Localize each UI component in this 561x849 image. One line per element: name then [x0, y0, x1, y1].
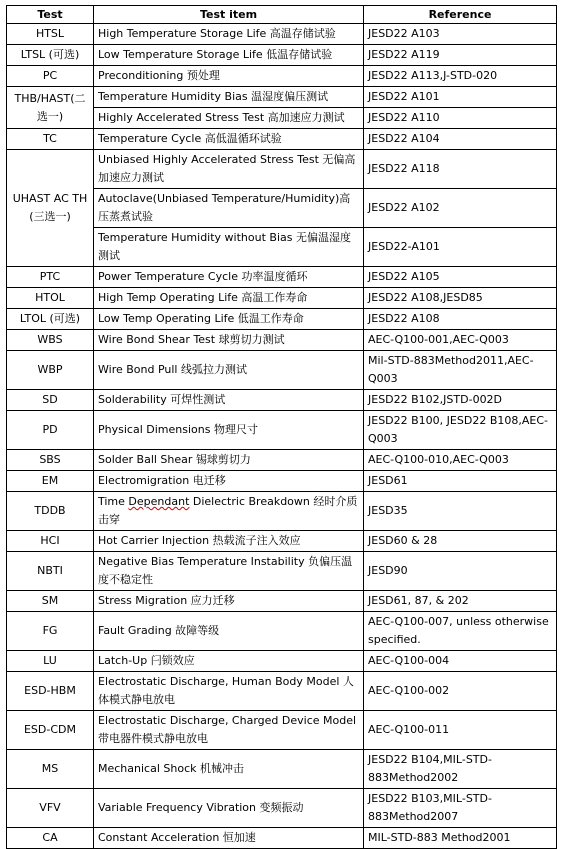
test-cell: WBS: [7, 330, 94, 351]
table-header-row: [7, 6, 557, 24]
test-cell: WBP: [7, 351, 94, 390]
table-row: [7, 66, 557, 87]
test-cell: ESD-HBM: [7, 672, 94, 711]
table-row: [7, 267, 557, 288]
reference-cell: JESD61, 87, & 202: [364, 591, 557, 612]
test-item-cell: High Temp Operating Life 高温工作寿命: [94, 288, 364, 309]
table-row: [7, 390, 557, 411]
reference-cell: AEC-Q100-004: [364, 651, 557, 672]
test-cell: FG: [7, 612, 94, 651]
test-cell: TC: [7, 129, 94, 150]
reference-cell: Mil-STD-883Method2011,AEC-Q003: [364, 351, 557, 390]
table-row: [7, 309, 557, 330]
reference-cell: JESD22 B102,JSTD-002D: [364, 390, 557, 411]
test-cell: HCI: [7, 531, 94, 552]
table-row: [7, 45, 557, 66]
test-cell: ESD-CDM: [7, 711, 94, 750]
test-item-cell: Power Temperature Cycle 功率温度循环: [94, 267, 364, 288]
test-item-cell: Temperature Humidity Bias 温湿度偏压测试: [94, 87, 364, 108]
test-item-cell: Unbiased Highly Accelerated Stress Test 无偏高加速应力测试: [94, 150, 364, 189]
reference-cell: JESD35: [364, 492, 557, 531]
header-test: Test: [7, 6, 94, 24]
reference-cell: JESD22 B100, JESD22 B108,AEC-Q003: [364, 411, 557, 450]
test-item-cell: Latch-Up 闩锁效应: [94, 651, 364, 672]
test-item-cell: Stress Migration 应力迁移: [94, 591, 364, 612]
test-item-cell: [94, 492, 364, 531]
reference-cell: JESD22 A119: [364, 45, 557, 66]
reference-cell: JESD22 A104: [364, 129, 557, 150]
test-item-text: Dielectric Breakdown 经时介质击穿: [98, 495, 358, 526]
reference-cell: JESD22 A103: [364, 24, 557, 45]
test-cell: PD: [7, 411, 94, 450]
table-row: [7, 150, 557, 189]
test-item-cell: Wire Bond Shear Test 球剪切力测试: [94, 330, 364, 351]
reliability-test-table-container: [6, 5, 557, 849]
spellcheck-flagged-word: Dependant: [128, 495, 190, 508]
reference-cell: JESD22 B103,MIL-STD-883Method2007: [364, 789, 557, 828]
table-row: [7, 591, 557, 612]
test-item-cell: Temperature Cycle 高低温循环试验: [94, 129, 364, 150]
test-item-cell: Hot Carrier Injection 热载流子注入效应: [94, 531, 364, 552]
test-item-cell: Constant Acceleration 恒加速: [94, 828, 364, 849]
reference-cell: AEC-Q100-002: [364, 672, 557, 711]
test-item-cell: Autoclave(Unbiased Temperature/Humidity)高压蒸煮试验: [94, 189, 364, 228]
test-cell: LTSL (可选): [7, 45, 94, 66]
reference-cell: JESD22 A113,J-STD-020: [364, 66, 557, 87]
table-row: [7, 789, 557, 828]
test-cell: EM: [7, 471, 94, 492]
test-item-cell: Mechanical Shock 机械冲击: [94, 750, 364, 789]
table-row: [7, 828, 557, 849]
test-item-cell: Solderability 可焊性测试: [94, 390, 364, 411]
table-row: [7, 612, 557, 651]
reference-cell: JESD22 A108: [364, 309, 557, 330]
test-cell: LU: [7, 651, 94, 672]
test-cell: TDDB: [7, 492, 94, 531]
test-item-cell: Highly Accelerated Stress Test 高加速应力测试: [94, 108, 364, 129]
table-row: [7, 129, 557, 150]
test-item-cell: Preconditioning 预处理: [94, 66, 364, 87]
table-row: [7, 450, 557, 471]
table-row: [7, 330, 557, 351]
table-row: [7, 87, 557, 108]
test-cell: THB/HAST(二选一): [7, 87, 94, 129]
reference-cell: MIL-STD-883 Method2001: [364, 828, 557, 849]
header-reference: Reference: [364, 6, 557, 24]
table-row: [7, 750, 557, 789]
reference-cell: JESD22 A108,JESD85: [364, 288, 557, 309]
table-row: [7, 492, 557, 531]
table-row: [7, 288, 557, 309]
table-row: [7, 552, 557, 591]
test-item-cell: Temperature Humidity without Bias 无偏温湿度测试: [94, 228, 364, 267]
test-item-cell: Low Temperature Storage Life 低温存储试验: [94, 45, 364, 66]
test-cell: VFV: [7, 789, 94, 828]
reference-cell: JESD61: [364, 471, 557, 492]
reference-cell: JESD22-A101: [364, 228, 557, 267]
test-item-cell: Low Temp Operating Life 低温工作寿命: [94, 309, 364, 330]
test-item-cell: Fault Grading 故障等级: [94, 612, 364, 651]
reference-cell: AEC-Q100-010,AEC-Q003: [364, 450, 557, 471]
test-item-text: Time: [98, 495, 129, 508]
test-item-cell: Negative Bias Temperature Instability 负偏压温度不稳定性: [94, 552, 364, 591]
reference-cell: JESD22 B104,MIL-STD-883Method2002: [364, 750, 557, 789]
table-row: [7, 351, 557, 390]
test-cell: LTOL (可选): [7, 309, 94, 330]
test-item-cell: High Temperature Storage Life 高温存储试验: [94, 24, 364, 45]
test-cell: UHAST AC TH (三选一): [7, 150, 94, 267]
table-row: [7, 651, 557, 672]
table-row: [7, 411, 557, 450]
test-cell: PC: [7, 66, 94, 87]
test-item-cell: Electrostatic Discharge, Human Body Model 人体模式静电放电: [94, 672, 364, 711]
test-cell: PTC: [7, 267, 94, 288]
reference-cell: AEC-Q100-011: [364, 711, 557, 750]
test-item-cell: Variable Frequency Vibration 变频振动: [94, 789, 364, 828]
test-cell: MS: [7, 750, 94, 789]
reference-cell: JESD22 A118: [364, 150, 557, 189]
table-row: [7, 531, 557, 552]
header-test-item: Test item: [94, 6, 364, 24]
reference-cell: AEC-Q100-007, unless otherwise specified.: [364, 612, 557, 651]
test-cell: NBTI: [7, 552, 94, 591]
test-cell: SM: [7, 591, 94, 612]
test-cell: HTOL: [7, 288, 94, 309]
reliability-test-table: [6, 5, 557, 849]
test-cell: CA: [7, 828, 94, 849]
table-row: [7, 711, 557, 750]
reference-cell: AEC-Q100-001,AEC-Q003: [364, 330, 557, 351]
reference-cell: JESD22 A101: [364, 87, 557, 108]
reference-cell: JESD22 A102: [364, 189, 557, 228]
table-row: [7, 471, 557, 492]
reference-cell: JESD22 A105: [364, 267, 557, 288]
test-item-cell: Electrostatic Discharge, Charged Device Model 带电器件模式静电放电: [94, 711, 364, 750]
reference-cell: JESD60 & 28: [364, 531, 557, 552]
table-row: [7, 24, 557, 45]
test-item-cell: Electromigration 电迁移: [94, 471, 364, 492]
test-item-cell: Solder Ball Shear 锡球剪切力: [94, 450, 364, 471]
test-item-cell: Physical Dimensions 物理尺寸: [94, 411, 364, 450]
test-cell: SD: [7, 390, 94, 411]
reference-cell: JESD22 A110: [364, 108, 557, 129]
test-cell: HTSL: [7, 24, 94, 45]
table-row: [7, 672, 557, 711]
reference-cell: JESD90: [364, 552, 557, 591]
test-cell: SBS: [7, 450, 94, 471]
test-item-cell: Wire Bond Pull 线弧拉力测试: [94, 351, 364, 390]
